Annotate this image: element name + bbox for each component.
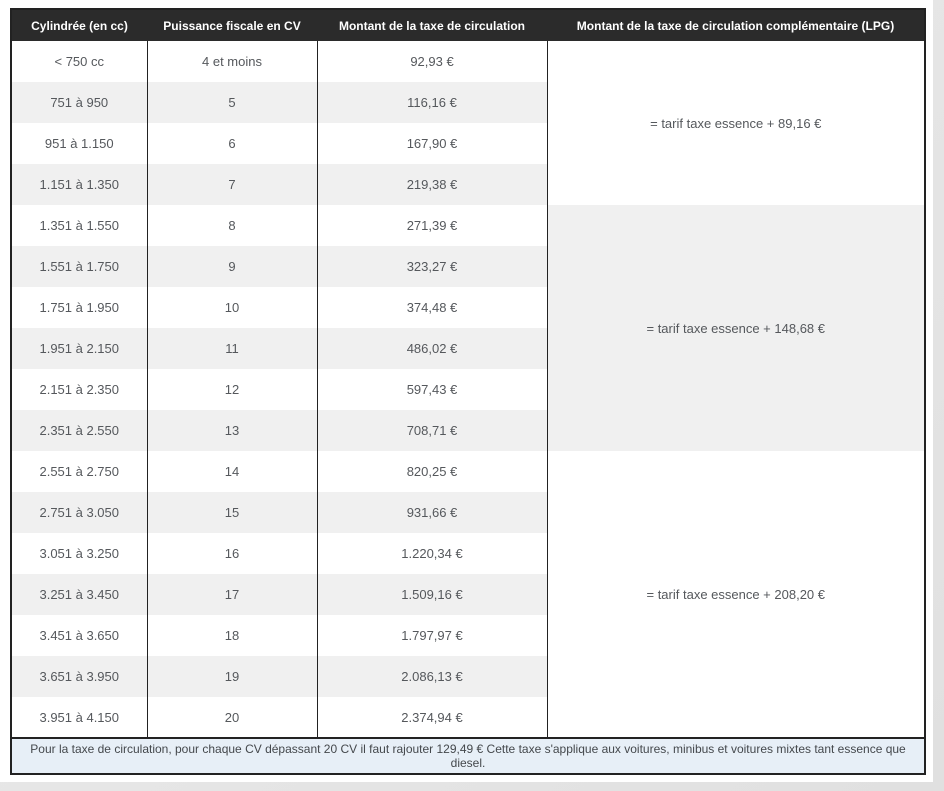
cell-montant: 2.086,13 € xyxy=(317,656,547,697)
lpg-group-cell-3: = tarif taxe essence + 208,20 € xyxy=(547,451,925,738)
cell-cylindree: 2.751 à 3.050 xyxy=(11,492,147,533)
cell-montant: 1.220,34 € xyxy=(317,533,547,574)
table-row xyxy=(11,451,925,492)
cell-montant: 374,48 € xyxy=(317,287,547,328)
cell-cylindree: 3.251 à 3.450 xyxy=(11,574,147,615)
cell-puissance: 18 xyxy=(147,615,317,656)
cell-puissance: 19 xyxy=(147,656,317,697)
cell-cylindree: 3.451 à 3.650 xyxy=(11,615,147,656)
cell-montant: 116,16 € xyxy=(317,82,547,123)
circulation-tax-table xyxy=(10,8,926,775)
cell-cylindree: 2.351 à 2.550 xyxy=(11,410,147,451)
cell-montant: 1.797,97 € xyxy=(317,615,547,656)
cell-puissance: 10 xyxy=(147,287,317,328)
col-header-montant-taxe: Montant de la taxe de circulation xyxy=(317,9,547,41)
cell-montant: 2.374,94 € xyxy=(317,697,547,738)
cell-puissance: 5 xyxy=(147,82,317,123)
cell-puissance: 14 xyxy=(147,451,317,492)
lpg-group-cell-1: = tarif taxe essence + 89,16 € xyxy=(547,41,925,205)
cell-cylindree: 1.751 à 1.950 xyxy=(11,287,147,328)
table-row xyxy=(11,41,925,82)
cell-cylindree: 1.551 à 1.750 xyxy=(11,246,147,287)
cell-montant: 931,66 € xyxy=(317,492,547,533)
cell-puissance: 8 xyxy=(147,205,317,246)
cell-cylindree: 951 à 1.150 xyxy=(11,123,147,164)
col-header-puissance-fiscale: Puissance fiscale en CV xyxy=(147,9,317,41)
cell-puissance: 20 xyxy=(147,697,317,738)
cell-puissance: 13 xyxy=(147,410,317,451)
cell-cylindree: 1.351 à 1.550 xyxy=(11,205,147,246)
cell-montant: 323,27 € xyxy=(317,246,547,287)
cell-montant: 271,39 € xyxy=(317,205,547,246)
cell-cylindree: 3.051 à 3.250 xyxy=(11,533,147,574)
cell-puissance: 6 xyxy=(147,123,317,164)
header-row xyxy=(11,9,925,41)
cell-montant: 167,90 € xyxy=(317,123,547,164)
cell-puissance: 11 xyxy=(147,328,317,369)
cell-montant: 92,93 € xyxy=(317,41,547,82)
cell-cylindree: < 750 cc xyxy=(11,41,147,82)
cell-puissance: 16 xyxy=(147,533,317,574)
table-row xyxy=(11,205,925,246)
footnote-row xyxy=(11,738,925,774)
cell-cylindree: 2.151 à 2.350 xyxy=(11,369,147,410)
cell-puissance: 17 xyxy=(147,574,317,615)
col-header-cylindree: Cylindrée (en cc) xyxy=(11,9,147,41)
cell-puissance: 9 xyxy=(147,246,317,287)
lpg-group-cell-2: = tarif taxe essence + 148,68 € xyxy=(547,205,925,451)
col-header-montant-taxe-lpg: Montant de la taxe de circulation complémentaire (LPG) xyxy=(547,9,925,41)
cell-montant: 708,71 € xyxy=(317,410,547,451)
cell-cylindree: 3.951 à 4.150 xyxy=(11,697,147,738)
cell-puissance: 4 et moins xyxy=(147,41,317,82)
cell-cylindree: 2.551 à 2.750 xyxy=(11,451,147,492)
table-footnote: Pour la taxe de circulation, pour chaque CV dépassant 20 CV il faut rajouter 129,49 € Cette taxe s'applique aux voitures, minibus et voitures mixtes tant essence que diesel. xyxy=(11,738,925,774)
cell-cylindree: 751 à 950 xyxy=(11,82,147,123)
cell-montant: 486,02 € xyxy=(317,328,547,369)
cell-montant: 219,38 € xyxy=(317,164,547,205)
cell-cylindree: 3.651 à 3.950 xyxy=(11,656,147,697)
cell-cylindree: 1.151 à 1.350 xyxy=(11,164,147,205)
cell-puissance: 15 xyxy=(147,492,317,533)
cell-cylindree: 1.951 à 2.150 xyxy=(11,328,147,369)
cell-puissance: 7 xyxy=(147,164,317,205)
cell-montant: 1.509,16 € xyxy=(317,574,547,615)
cell-montant: 820,25 € xyxy=(317,451,547,492)
cell-puissance: 12 xyxy=(147,369,317,410)
cell-montant: 597,43 € xyxy=(317,369,547,410)
